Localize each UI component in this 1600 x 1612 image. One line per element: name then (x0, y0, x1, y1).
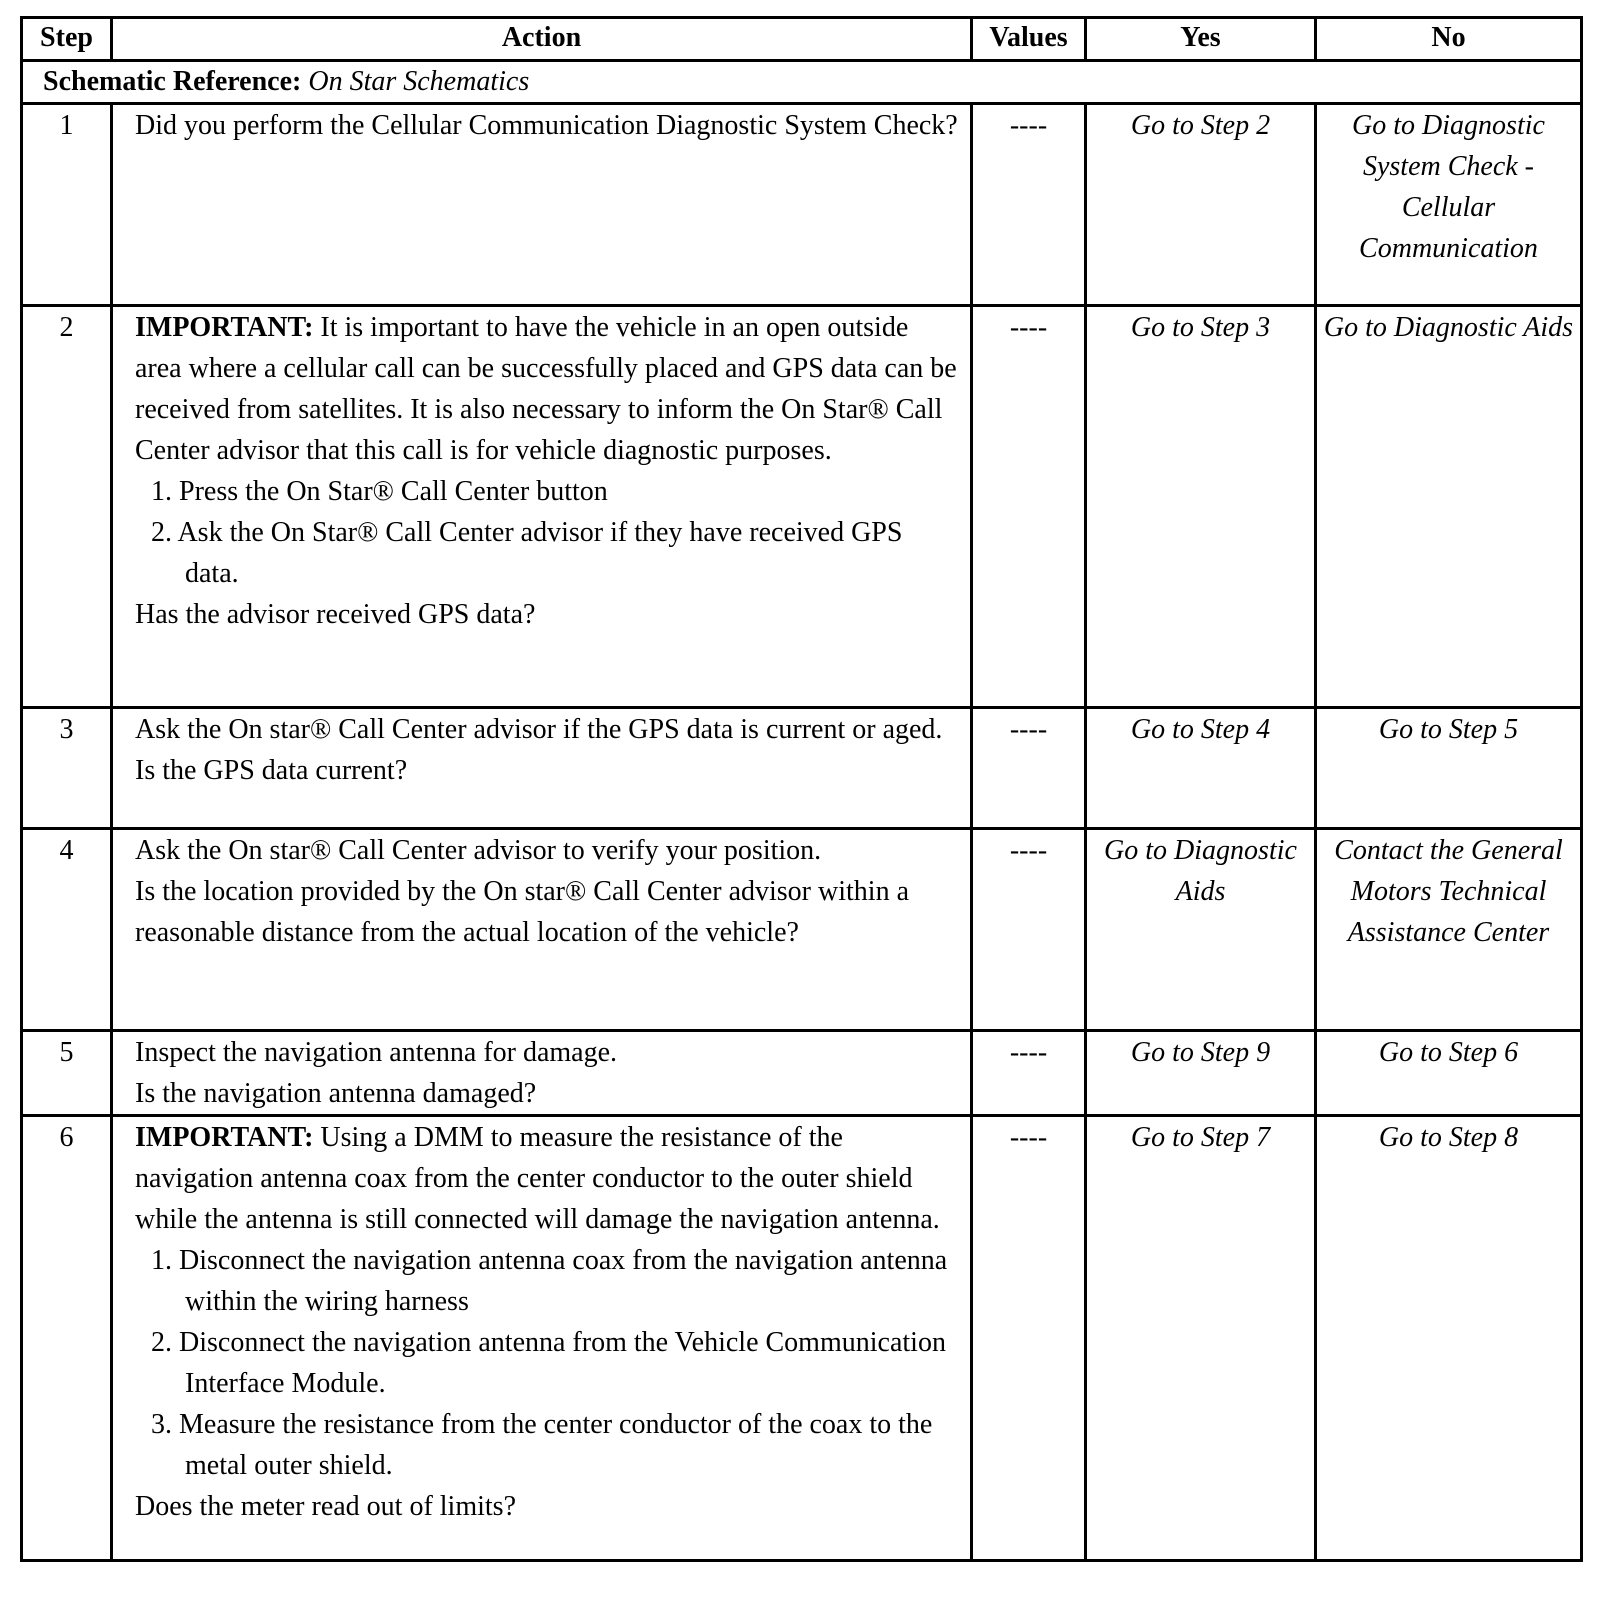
schematic-value: On Star Schematics (308, 66, 530, 97)
action-question: Has the advisor received GPS data? (135, 599, 536, 630)
action-question: Is the GPS data current? (135, 755, 408, 786)
action-text: Did you perform the Cellular Communication Diagnostic System Check? (135, 110, 958, 141)
no-link[interactable]: Go to Step 6 (1316, 1031, 1582, 1116)
sub-step: 2. Disconnect the navigation antenna from the Vehicle Communication Interface Module. (151, 1327, 946, 1399)
important-note (135, 307, 960, 471)
yes-link[interactable]: Go to Step 7 (1086, 1116, 1316, 1561)
table-row (22, 1031, 1582, 1116)
step-number: 2 (22, 306, 112, 708)
values-cell: ---- (972, 306, 1086, 708)
action-cell (112, 104, 972, 306)
header-yes: Yes (1086, 18, 1316, 61)
header-row (22, 18, 1582, 61)
sub-step: 2. Ask the On Star® Call Center advisor if they have received GPS data. (151, 517, 903, 589)
values-cell: ---- (972, 829, 1086, 1031)
step-number: 5 (22, 1031, 112, 1116)
important-text: Using a DMM to measure the resistance of the navigation antenna coax from the center conductor to the outer shield while the antenna is still connected will damage the navigation antenna. (135, 1122, 940, 1235)
no-link[interactable]: Go to Step 8 (1316, 1116, 1582, 1561)
step-number: 3 (22, 708, 112, 829)
yes-link[interactable]: Go to Step 4 (1086, 708, 1316, 829)
header-step: Step (22, 18, 112, 61)
no-link[interactable]: Go to Diagnostic Aids (1316, 306, 1582, 708)
important-text: It is important to have the vehicle in an open outside area where a cellular call can be successfully placed and GPS data can be received from satellites. It is also necessary to inform the On Star® Call Center advisor that this call is for vehicle diagnostic purposes. (135, 312, 957, 466)
sub-step: 1. Press the On Star® Call Center button (151, 476, 608, 507)
action-text: Ask the On star® Call Center advisor to verify your position. (135, 835, 822, 866)
important-label: IMPORTANT: (135, 312, 314, 343)
action-question: Does the meter read out of limits? (135, 1491, 516, 1522)
sub-step: 3. Measure the resistance from the center conductor of the coax to the metal outer shield. (151, 1409, 933, 1481)
table-row (22, 306, 1582, 708)
action-text: Inspect the navigation antenna for damage. (135, 1037, 618, 1068)
action-question: Is the location provided by the On star® Call Center advisor within a reasonable distance from the actual location of the vehicle? (135, 876, 909, 948)
yes-link[interactable]: Go to Step 3 (1086, 306, 1316, 708)
table-row (22, 829, 1582, 1031)
no-link[interactable]: Go to Step 5 (1316, 708, 1582, 829)
values-cell: ---- (972, 708, 1086, 829)
table-row (22, 1116, 1582, 1561)
no-link[interactable]: Contact the General Motors Technical Assistance Center (1316, 829, 1582, 1031)
values-cell: ---- (972, 104, 1086, 306)
schematic-label: Schematic Reference: (43, 66, 302, 97)
header-values: Values (972, 18, 1086, 61)
sub-step-list (135, 471, 960, 594)
action-cell (112, 1116, 972, 1561)
table-row (22, 104, 1582, 306)
action-cell (112, 708, 972, 829)
sub-step-list (135, 1240, 960, 1486)
step-number: 1 (22, 104, 112, 306)
important-note (135, 1117, 960, 1240)
no-link[interactable]: Go to Diagnostic System Check - Cellular Communication (1316, 104, 1582, 306)
schematic-reference (22, 61, 1582, 104)
step-number: 4 (22, 829, 112, 1031)
values-cell: ---- (972, 1031, 1086, 1116)
action-cell (112, 829, 972, 1031)
diagnostic-table (20, 16, 1583, 1562)
yes-link[interactable]: Go to Diagnostic Aids (1086, 829, 1316, 1031)
schematic-row (22, 61, 1582, 104)
yes-link[interactable]: Go to Step 9 (1086, 1031, 1316, 1116)
yes-link[interactable]: Go to Step 2 (1086, 104, 1316, 306)
header-no: No (1316, 18, 1582, 61)
important-label: IMPORTANT: (135, 1122, 314, 1153)
header-action: Action (112, 18, 972, 61)
action-cell (112, 1031, 972, 1116)
action-question: Is the navigation antenna damaged? (135, 1078, 537, 1109)
values-cell: ---- (972, 1116, 1086, 1561)
action-cell (112, 306, 972, 708)
table-row (22, 708, 1582, 829)
sub-step: 1. Disconnect the navigation antenna coax from the navigation antenna within the wiring harness (151, 1245, 948, 1317)
step-number: 6 (22, 1116, 112, 1561)
action-text: Ask the On star® Call Center advisor if the GPS data is current or aged. (135, 714, 943, 745)
